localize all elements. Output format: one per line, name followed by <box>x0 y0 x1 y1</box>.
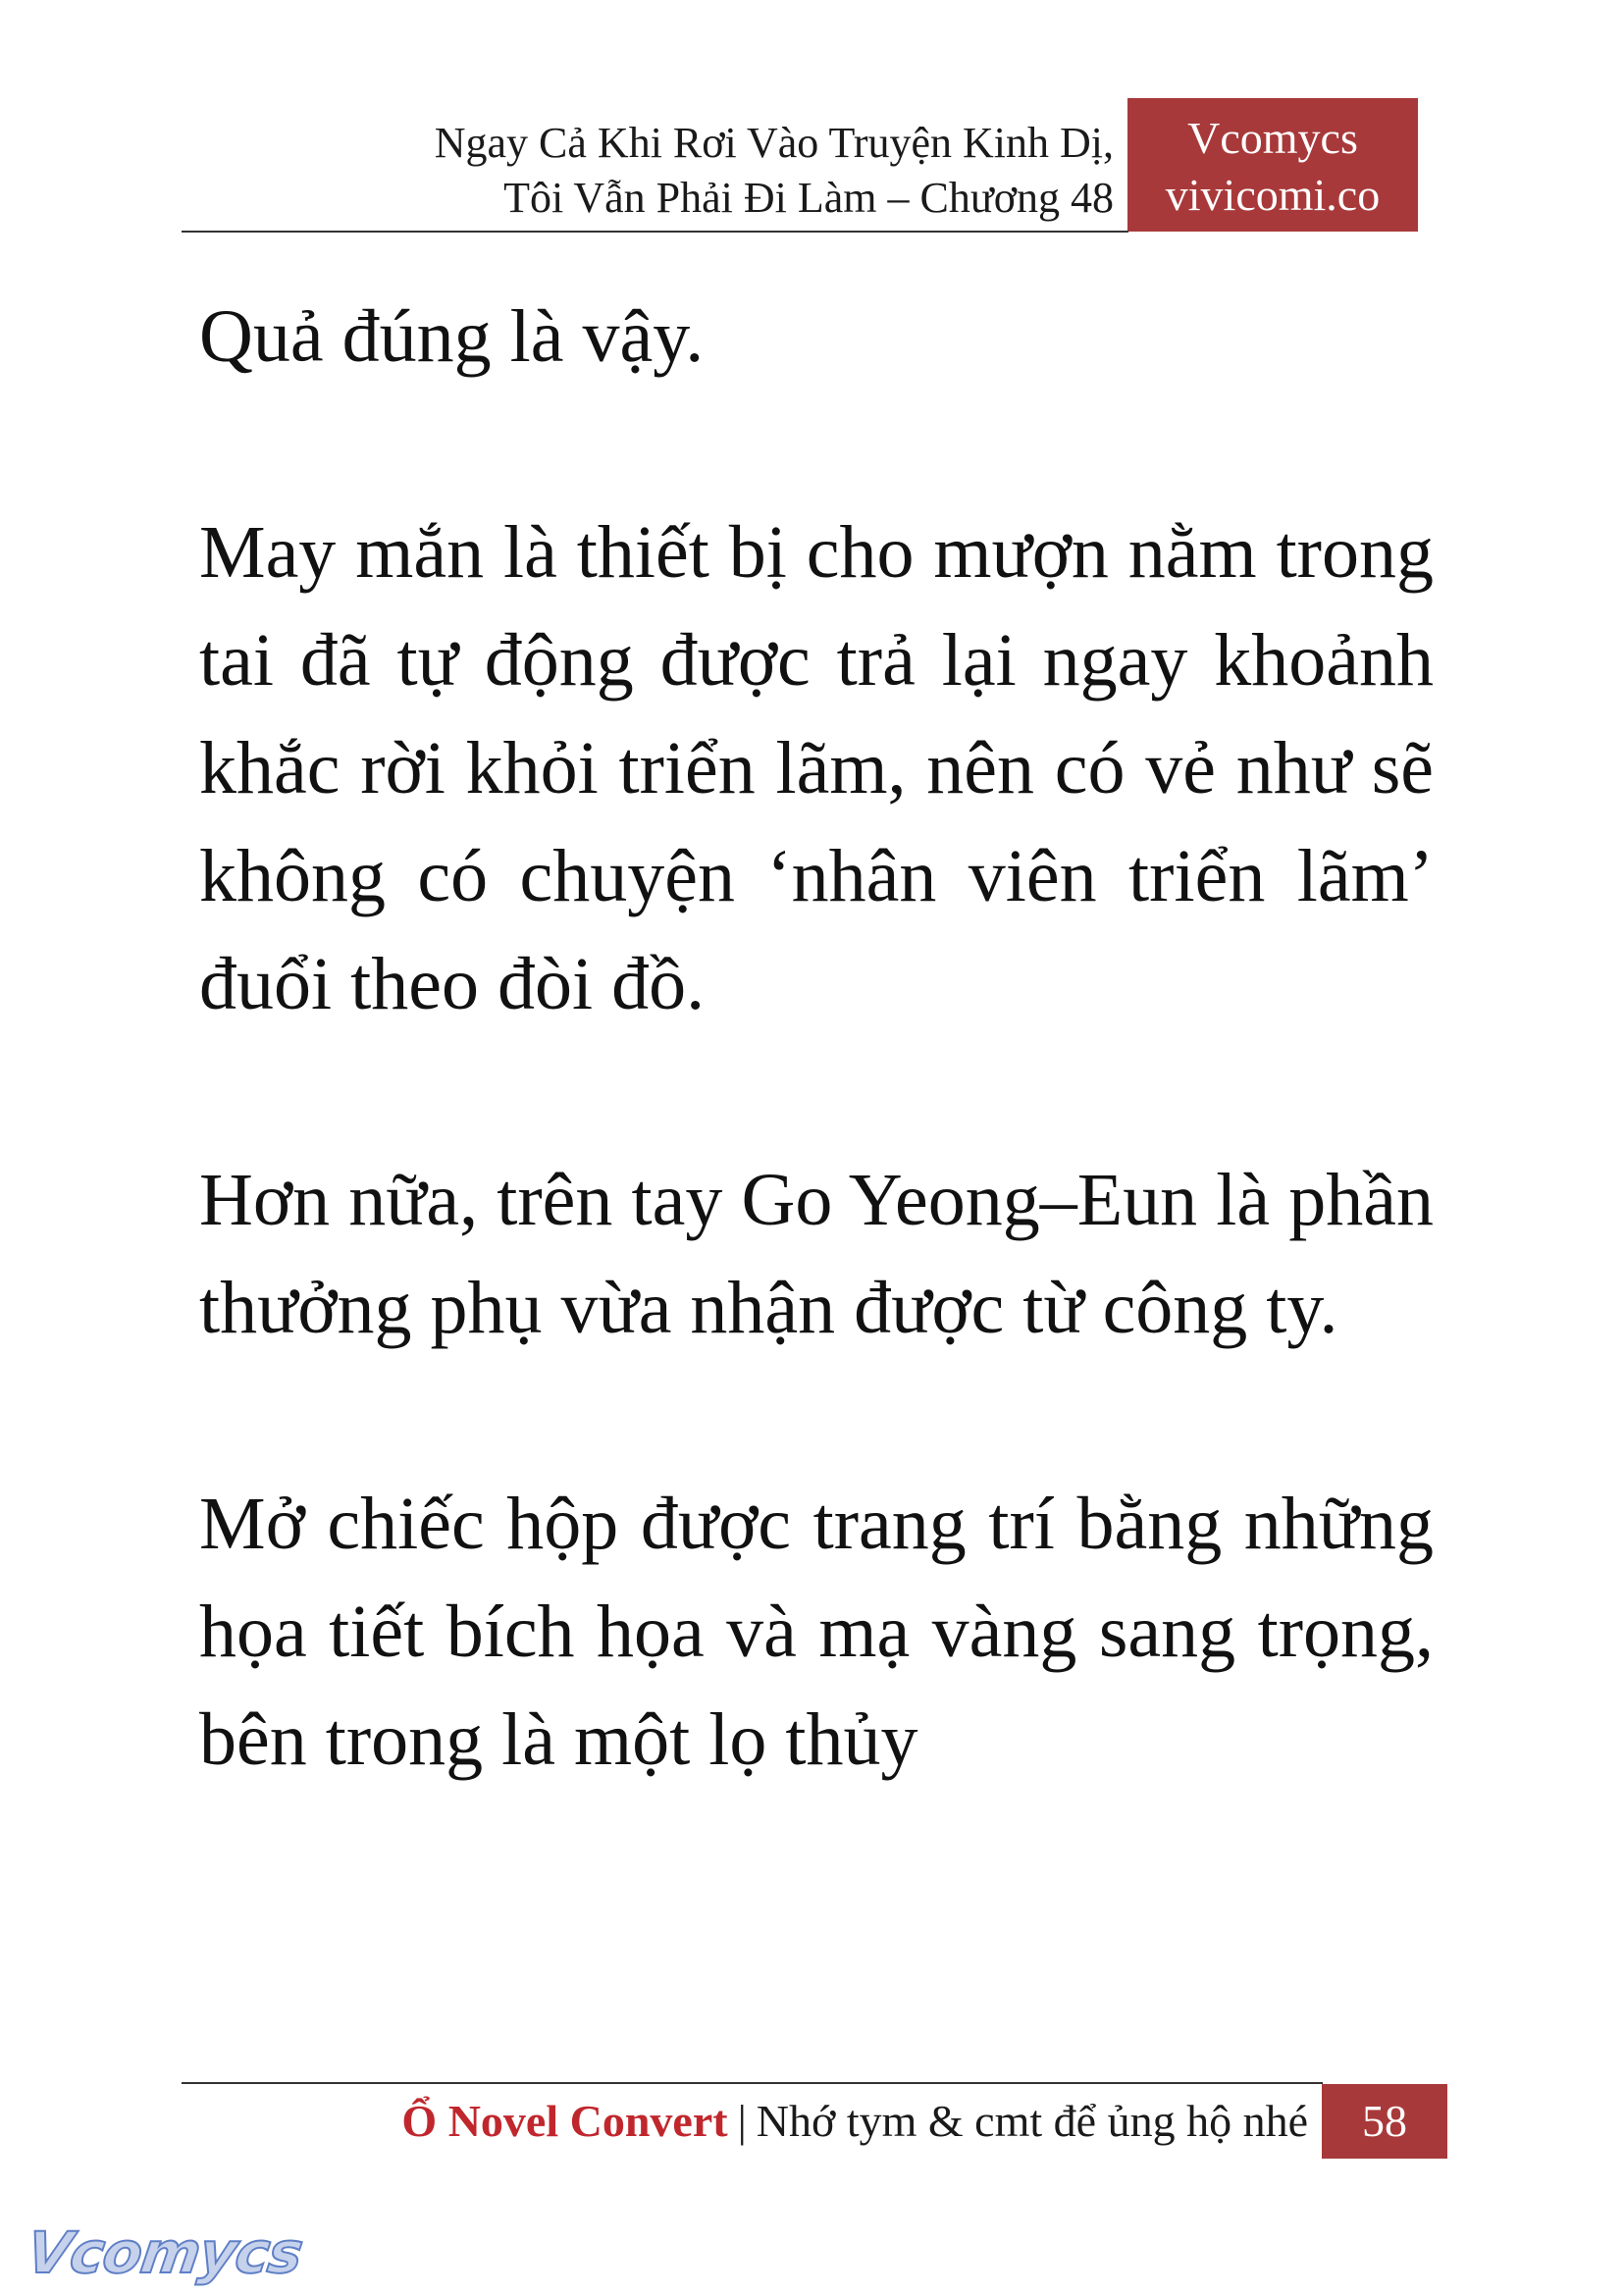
paragraph-3: Hơn nữa, trên tay Go Yeong–Eun là phần thưởng phụ vừa nhận được từ công ty. <box>199 1159 1434 1349</box>
chapter-title <box>435 116 1114 226</box>
brand-domain: vivicomi.co <box>1165 170 1381 220</box>
brand-badge <box>1127 98 1418 232</box>
footer-text <box>401 2092 1308 2151</box>
watermark-logo: Vcomycs <box>23 2219 307 2286</box>
footer-message: Nhớ tym & cmt để ủng hộ nhé <box>756 2096 1308 2146</box>
header-divider <box>182 231 1128 233</box>
paragraph-2: May mắn là thiết bị cho mượn nằm trong tai đã tự động được trả lại ngay khoảnh khắc rời khỏi triển lãm, nên có vẻ như sẽ không có chuyện ‘nhân viên triển lãm’ đuổi theo đòi đồ. <box>199 511 1434 1025</box>
footer-brand: Ổ Novel Convert <box>401 2096 728 2146</box>
story-text <box>199 283 1434 1902</box>
brand-name: Vcomycs <box>1187 113 1358 163</box>
chapter-title-line-2: Tôi Vẫn Phải Đi Làm – Chương 48 <box>503 174 1114 222</box>
chapter-title-line-1: Ngay Cả Khi Rơi Vào Truyện Kinh Dị, <box>434 119 1114 167</box>
paragraph-1: Quả đúng là vậy. <box>199 295 705 378</box>
footer-separator: | <box>737 2096 747 2146</box>
page-number: 58 <box>1322 2084 1447 2159</box>
page-footer <box>182 2084 1447 2159</box>
paragraph-4: Mở chiếc hộp được trang trí bằng những họa tiết bích họa và mạ vàng sang trọng, bên trong là một lọ thủy <box>199 1483 1434 1781</box>
page-header <box>182 98 1418 232</box>
